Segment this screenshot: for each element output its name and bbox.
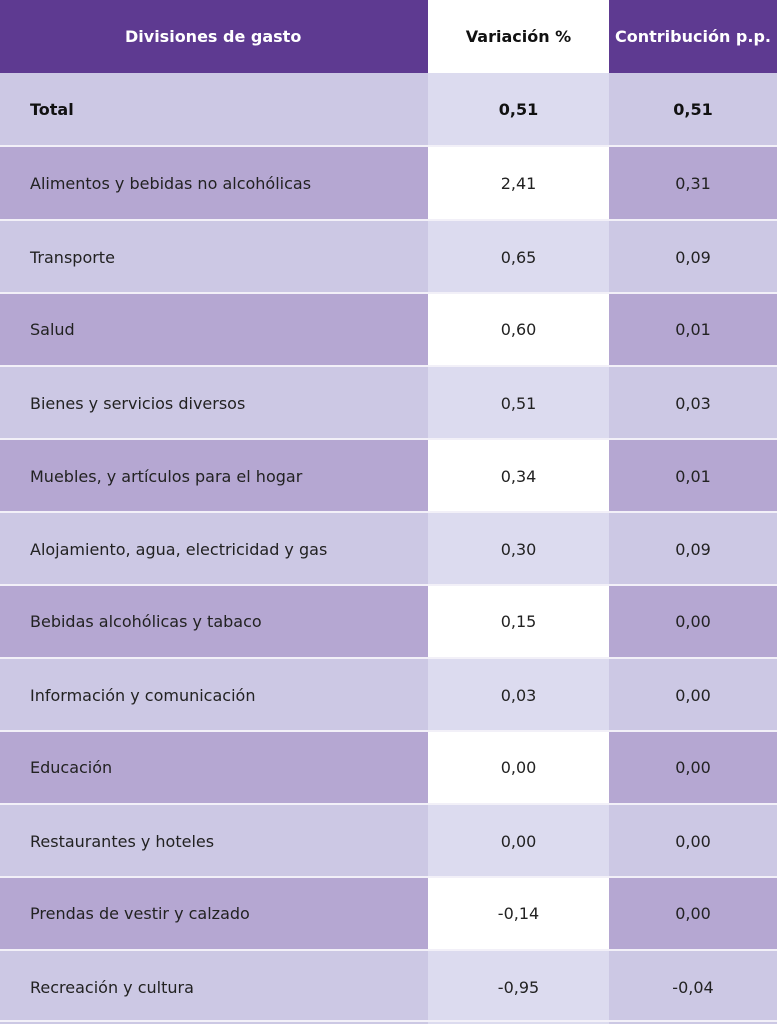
row-label: Información y comunicación <box>0 659 428 731</box>
row-label: Bienes y servicios diversos <box>0 367 428 439</box>
table-row <box>0 440 777 512</box>
row-contribucion: -0,04 <box>609 951 777 1024</box>
table-row <box>0 951 777 1024</box>
row-label: Alimentos y bebidas no alcohólicas <box>0 147 428 219</box>
row-contribucion: 0,00 <box>609 805 777 877</box>
table-row <box>0 221 777 293</box>
table-row <box>0 294 777 365</box>
row-label: Restaurantes y hoteles <box>0 805 428 877</box>
header-contribucion: Contribución p.p. <box>609 0 777 73</box>
total-row <box>0 73 777 146</box>
row-divider <box>0 1020 777 1022</box>
table-row <box>0 805 777 877</box>
row-variacion: 0,00 <box>428 805 609 877</box>
row-variacion: 0,03 <box>428 659 609 731</box>
row-label: Bebidas alcohólicas y tabaco <box>0 586 428 657</box>
row-variacion: 0,00 <box>428 732 609 803</box>
total-contribucion: 0,51 <box>609 73 777 146</box>
row-contribucion: 0,00 <box>609 878 777 949</box>
total-label: Total <box>0 73 428 146</box>
row-contribucion: 0,03 <box>609 367 777 439</box>
row-contribucion: 0,09 <box>609 513 777 585</box>
table-row <box>0 659 777 731</box>
header-variacion: Variación % <box>428 0 609 73</box>
row-contribucion: 0,31 <box>609 147 777 219</box>
row-variacion: -0,14 <box>428 878 609 949</box>
row-label: Salud <box>0 294 428 365</box>
table-row <box>0 513 777 585</box>
table-row <box>0 586 777 657</box>
row-contribucion: 0,00 <box>609 732 777 803</box>
row-label: Muebles, y artículos para el hogar <box>0 440 428 512</box>
row-contribucion: 0,01 <box>609 440 777 512</box>
table-row <box>0 732 777 803</box>
row-label: Transporte <box>0 221 428 293</box>
table-row <box>0 147 777 219</box>
table-header-row <box>0 0 777 73</box>
row-label: Prendas de vestir y calzado <box>0 878 428 949</box>
row-variacion: 0,60 <box>428 294 609 365</box>
row-label: Alojamiento, agua, electricidad y gas <box>0 513 428 585</box>
header-divisiones: Divisiones de gasto <box>0 0 428 73</box>
row-variacion: 2,41 <box>428 147 609 219</box>
row-variacion: 0,15 <box>428 586 609 657</box>
table-row <box>0 878 777 949</box>
row-contribucion: 0,01 <box>609 294 777 365</box>
row-contribucion: 0,00 <box>609 586 777 657</box>
row-variacion: 0,51 <box>428 367 609 439</box>
row-label: Recreación y cultura <box>0 951 428 1024</box>
row-label: Educación <box>0 732 428 803</box>
total-variacion: 0,51 <box>428 73 609 146</box>
table-row <box>0 367 777 439</box>
row-contribucion: 0,00 <box>609 659 777 731</box>
row-contribucion: 0,09 <box>609 221 777 293</box>
row-variacion: -0,95 <box>428 951 609 1024</box>
row-variacion: 0,30 <box>428 513 609 585</box>
row-variacion: 0,65 <box>428 221 609 293</box>
row-variacion: 0,34 <box>428 440 609 512</box>
